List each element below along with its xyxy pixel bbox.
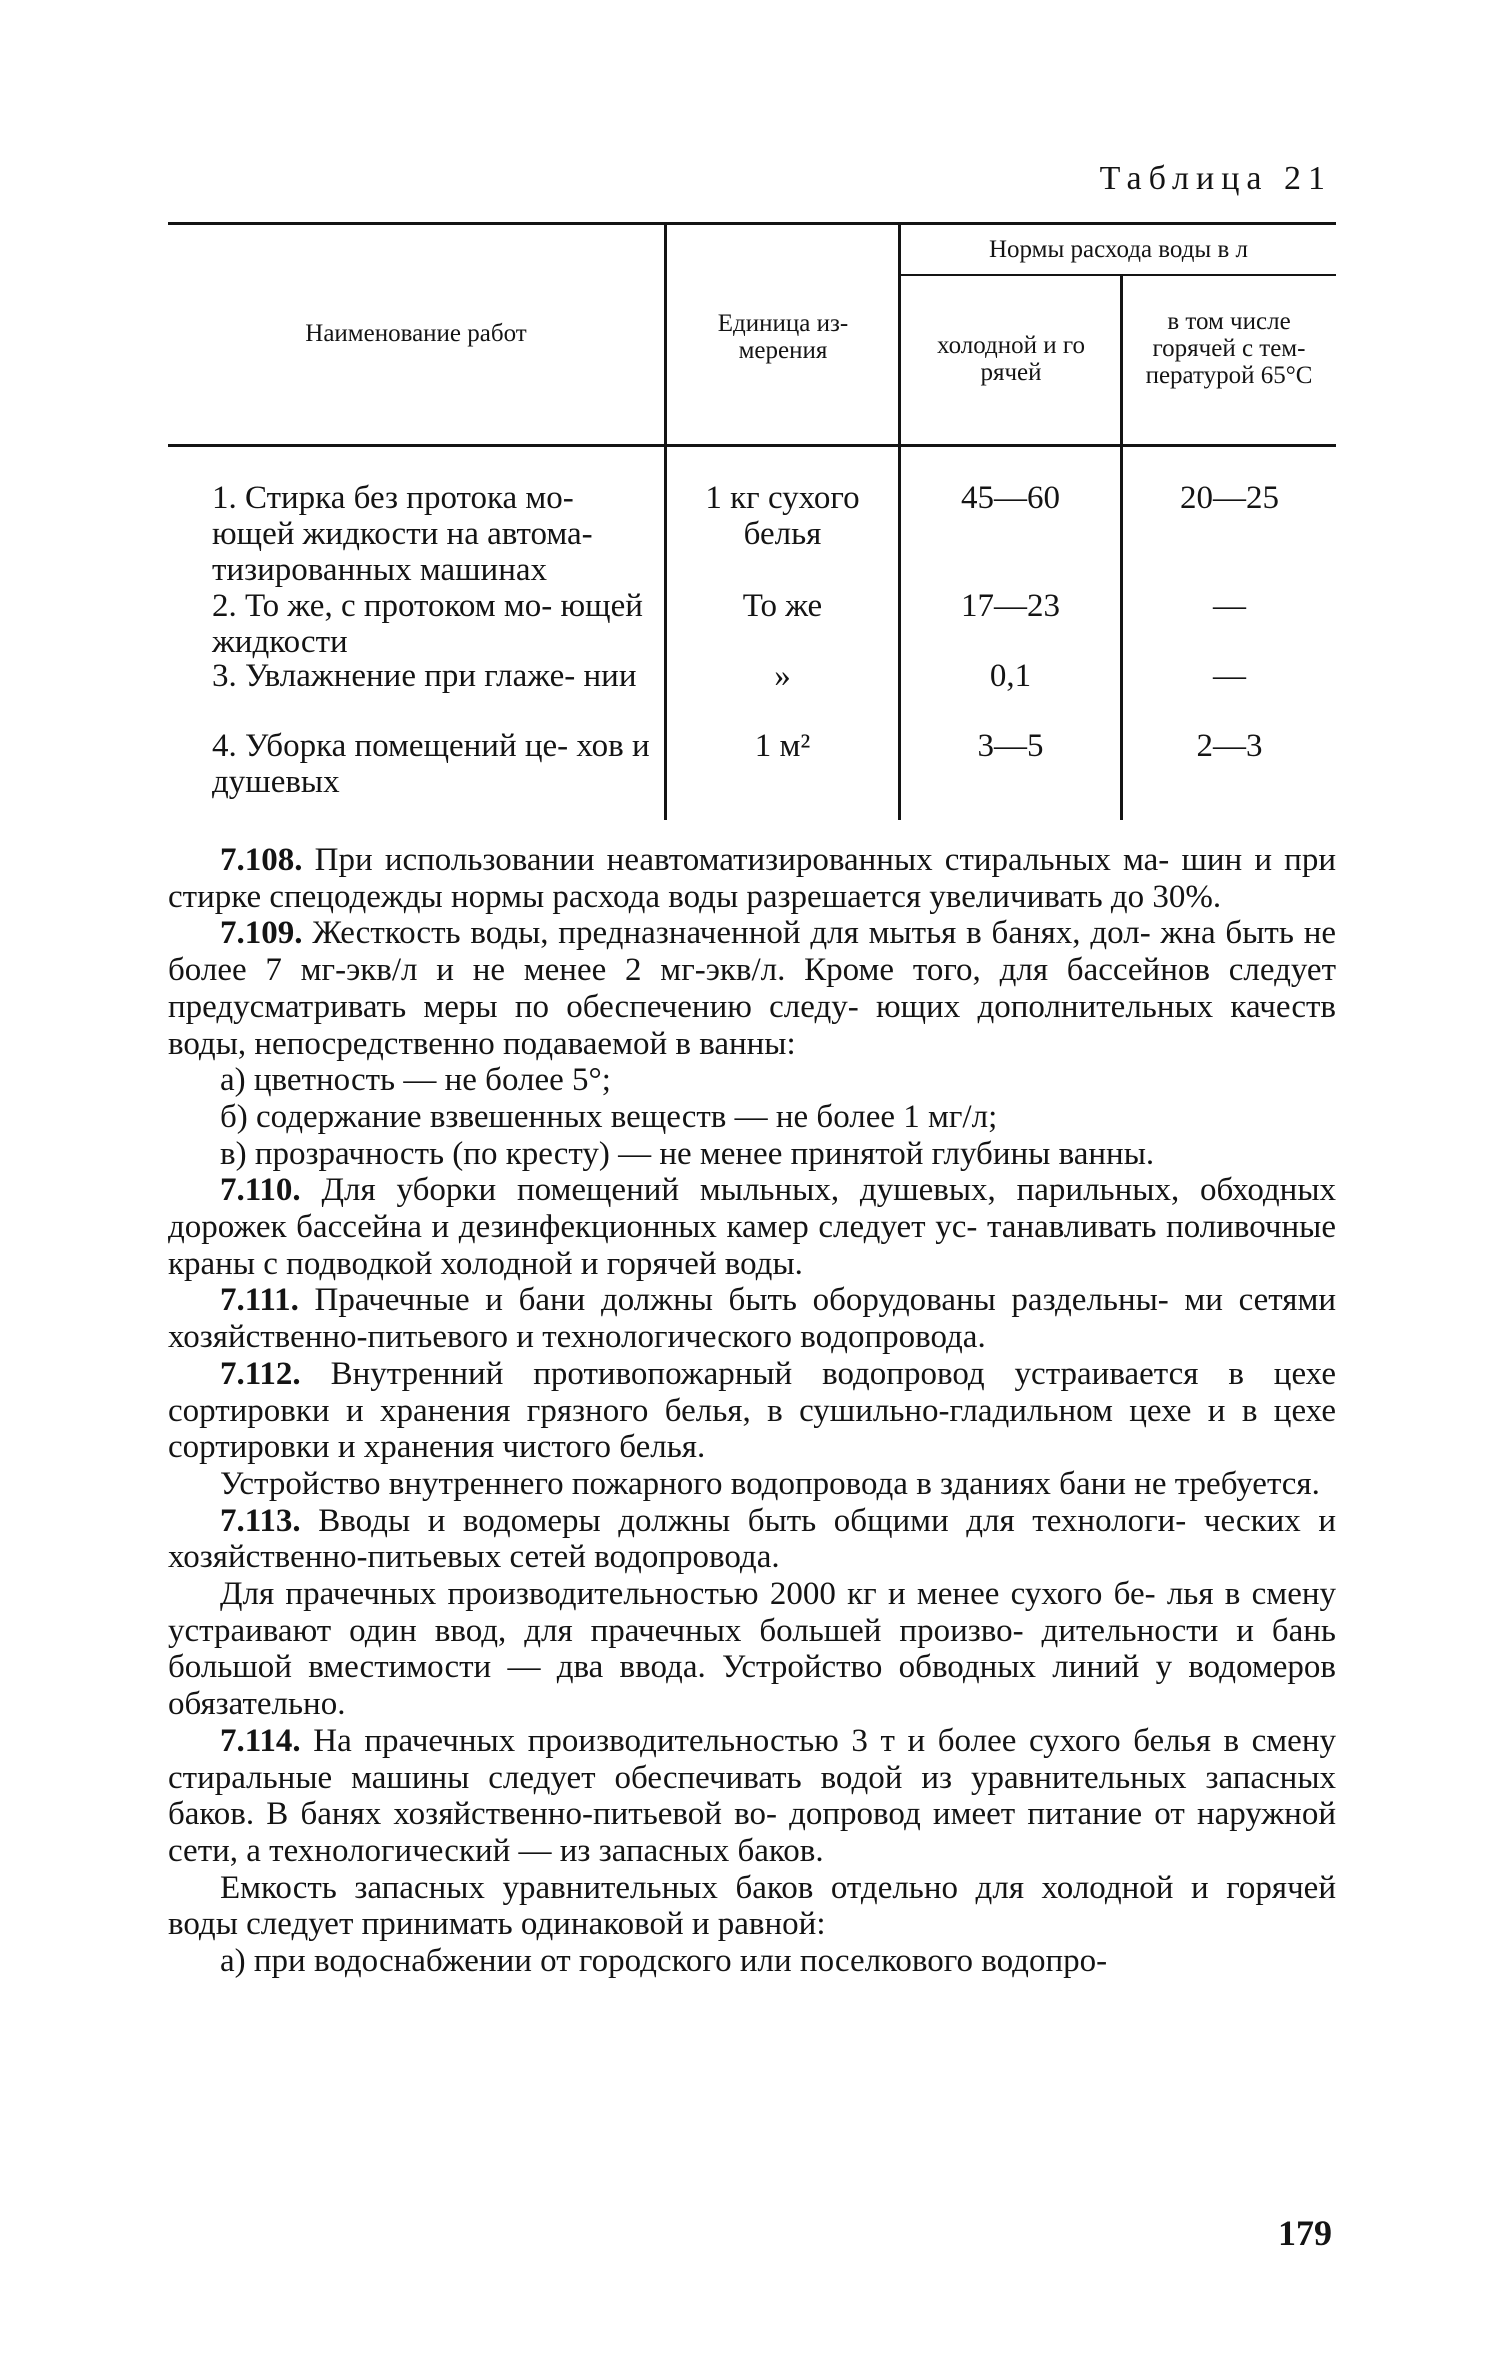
paragraph-7-108	[168, 842, 1336, 915]
paragraph-text: Внутренний противопожарный водопровод устраивается в цехе сортировки и хранения грязного белья, в сушильно-гладильном цехе и в цехе сортировки и хранения чистого белья.	[168, 1355, 1336, 1466]
row-3-total: 0,1	[989, 658, 1032, 694]
paragraph-7-111	[168, 1282, 1336, 1355]
row-2-hot: —	[1213, 588, 1246, 624]
paragraph-7-114-cont: Емкость запасных уравнительных баков отдельно для холодной и горячей воды следует принимать одинаковой и равной:	[168, 1869, 1336, 1943]
clause-number: 7.108.	[220, 842, 303, 878]
row-2-total: 17—23	[961, 588, 1060, 624]
body-text	[168, 842, 1336, 1980]
row-4-hot: 2—3	[1196, 728, 1263, 764]
paragraph-7-114	[168, 1723, 1336, 1870]
row-4-total: 3—5	[977, 728, 1044, 764]
paragraph-7-110	[168, 1172, 1336, 1282]
clause-number: 7.111.	[220, 1282, 299, 1319]
row-1-unit: 1 кг сухого белья	[705, 480, 860, 552]
water-norms-table	[168, 222, 1336, 820]
row-3-name: 3. Увлажнение при глаже- нии	[212, 658, 637, 694]
clause-number: 7.113.	[220, 1502, 301, 1539]
paragraph-text: Жесткость воды, предназначенной для мытья в банях, дол- жна быть не более 7 мг-экв/л и не менее 2 мг-экв/л. Кроме того, для бассейнов следует предусматривать меры по обеспечению следу- ющих дополнительных качеств воды, непосредственно подаваемой в ванны:	[168, 915, 1336, 1062]
list-item-c: в) прозрачность (по кресту) — не менее принятой глубины ванны.	[220, 1135, 1155, 1172]
clause-number: 7.109.	[220, 915, 303, 952]
row-2-name: 2. То же, с протоком мо- ющей жидкости	[212, 588, 643, 660]
row-1-total: 45—60	[961, 480, 1060, 516]
row-1-name: 1. Стирка без протока мо- ющей жидкости на автома- тизированных машинах	[212, 480, 593, 588]
row-3-hot: —	[1213, 658, 1246, 694]
list-item-a: а) цветность — не более 5°;	[220, 1062, 611, 1099]
paragraph-text: Для уборки помещений мыльных, душевых, парильных, обходных дорожек бассейна и дезинфекционных камер следует ус- танавливать поливочные краны с подводкой холодной и горячей воды.	[168, 1172, 1336, 1282]
paragraph-text: Вводы и водомеры должны быть общими для технологи- ческих и хозяйственно-питьевых сетей водопровода.	[168, 1502, 1336, 1576]
paragraph-7-112	[168, 1356, 1336, 1466]
header-hot-65: в том числе горячей с тем- пературой 65°С	[1145, 308, 1313, 389]
list-item-a-supply: а) при водоснабжении от городского или поселкового водопро-	[220, 1943, 1108, 1980]
page-number: 179	[1278, 2213, 1332, 2253]
header-bottom-rule	[168, 444, 1336, 447]
paragraph-7-113	[168, 1503, 1336, 1576]
table-caption: Таблица 21	[1099, 160, 1332, 197]
row-3-unit: »	[774, 658, 791, 694]
row-2-unit: То же	[742, 588, 823, 624]
norms-header-rule	[900, 274, 1336, 276]
list-item-b: б) содержание взвешенных веществ — не более 1 мг/л;	[220, 1098, 998, 1135]
clause-number: 7.112.	[220, 1355, 301, 1392]
header-unit: Единица из- мерения	[717, 310, 849, 364]
header-cold-hot: холодной и го рячей	[937, 332, 1085, 386]
row-4-name: 4. Уборка помещений це- хов и душевых	[212, 728, 650, 800]
table-top-rule	[168, 222, 1336, 225]
clause-number: 7.114.	[220, 1722, 301, 1759]
paragraph-text: Прачечные и бани должны быть оборудованы раздельны- ми сетями хозяйственно-питьевого и технологического водопровода.	[168, 1282, 1336, 1356]
row-1-hot: 20—25	[1180, 480, 1279, 516]
clause-number: 7.110.	[220, 1172, 301, 1209]
paragraph-7-113-cont: Для прачечных производительностью 2000 кг и менее сухого бе- лья в смену устраивают один ввод, для прачечных большей произво- дительности и бань большой вместимости — два ввода. Устройство обводных линий у водомеров обязательно.	[168, 1576, 1336, 1723]
header-name: Наименование работ	[305, 320, 527, 347]
row-4-unit: 1 м²	[754, 728, 811, 764]
paragraph-text: На прачечных производительностью 3 т и более сухого белья в смену стиральные машины следует обеспечивать водой из уравнительных запасных баков. В банях хозяйственно-питьевой во- допровод имеет питание от наружной сети, а технологический — из запасных баков.	[168, 1722, 1336, 1869]
header-norms: Нормы расхода воды в л	[988, 236, 1248, 263]
paragraph-text: При использовании неавтоматизированных стиральных ма- шин и при стирке спецодежды нормы расхода воды разрешается увеличивать до 30%.	[168, 842, 1336, 915]
paragraph-7-109	[168, 915, 1336, 1062]
paragraph-7-112-cont: Устройство внутреннего пожарного водопровода в зданиях бани не требуется.	[220, 1465, 1320, 1502]
